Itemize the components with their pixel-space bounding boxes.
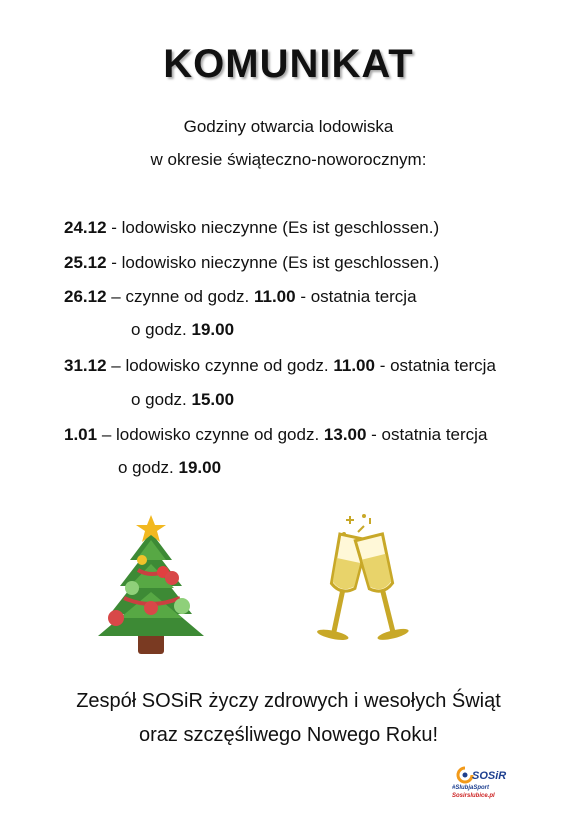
schedule-text: - lodowisko nieczynne (Es ist geschlossen.)	[106, 218, 440, 237]
page-title: KOMUNIKAT	[163, 42, 414, 86]
logo-site: Sosirslubice.pl	[452, 793, 495, 799]
schedule-date: 24.12	[64, 218, 107, 237]
schedule-continuation	[131, 320, 234, 340]
champagne-glasses-icon	[304, 512, 420, 652]
schedule-time: 13.00	[323, 425, 367, 444]
schedule-text: – czynne od godz.	[106, 287, 254, 306]
wishes-line-2: oraz szczęśliwego Nowego Roku!	[138, 724, 439, 746]
schedule-text: - ostatnia tercja	[366, 425, 488, 444]
subtitle-line-2: w okresie świąteczno-noworocznym:	[150, 150, 427, 169]
schedule-continuation	[131, 390, 234, 410]
schedule-time: 11.00	[253, 287, 296, 306]
schedule-text: - ostatnia tercja	[295, 287, 417, 306]
schedule-date: 26.12	[64, 287, 107, 306]
schedule-time: 19.00	[191, 320, 235, 339]
logo-tag: #SlubjaSport	[452, 785, 490, 791]
wishes-line-1: Zespół SOSiR życzy zdrowych i wesołych Świąt	[76, 690, 501, 712]
schedule-time: 11.00	[333, 356, 375, 375]
schedule-text: - ostatnia tercja	[374, 356, 496, 375]
schedule-text: o godz.	[131, 390, 192, 409]
schedule-text: – lodowisko czynne od godz.	[97, 425, 324, 444]
schedule-time: 15.00	[191, 390, 235, 409]
schedule-item	[64, 356, 496, 376]
schedule-item	[64, 287, 417, 307]
schedule-date: 1.01	[64, 425, 98, 444]
schedule-text: – lodowisko czynne od godz.	[106, 356, 334, 375]
schedule-text: o godz.	[118, 458, 179, 477]
schedule-time: 19.00	[178, 458, 222, 477]
schedule-date: 25.12	[64, 253, 107, 272]
schedule-item	[64, 425, 487, 445]
christmas-tree-icon	[94, 512, 208, 658]
schedule-text: - lodowisko nieczynne (Es ist geschlossen.)	[106, 253, 440, 272]
schedule-text: o godz.	[131, 320, 192, 339]
schedule-item	[64, 218, 439, 238]
subtitle-line-1: Godziny otwarcia lodowiska	[183, 117, 394, 136]
sosir-logo	[448, 764, 528, 804]
schedule-date: 31.12	[64, 356, 107, 375]
schedule-continuation	[118, 458, 221, 478]
schedule-item	[64, 253, 439, 273]
logo-name: SOSiR	[472, 770, 507, 782]
